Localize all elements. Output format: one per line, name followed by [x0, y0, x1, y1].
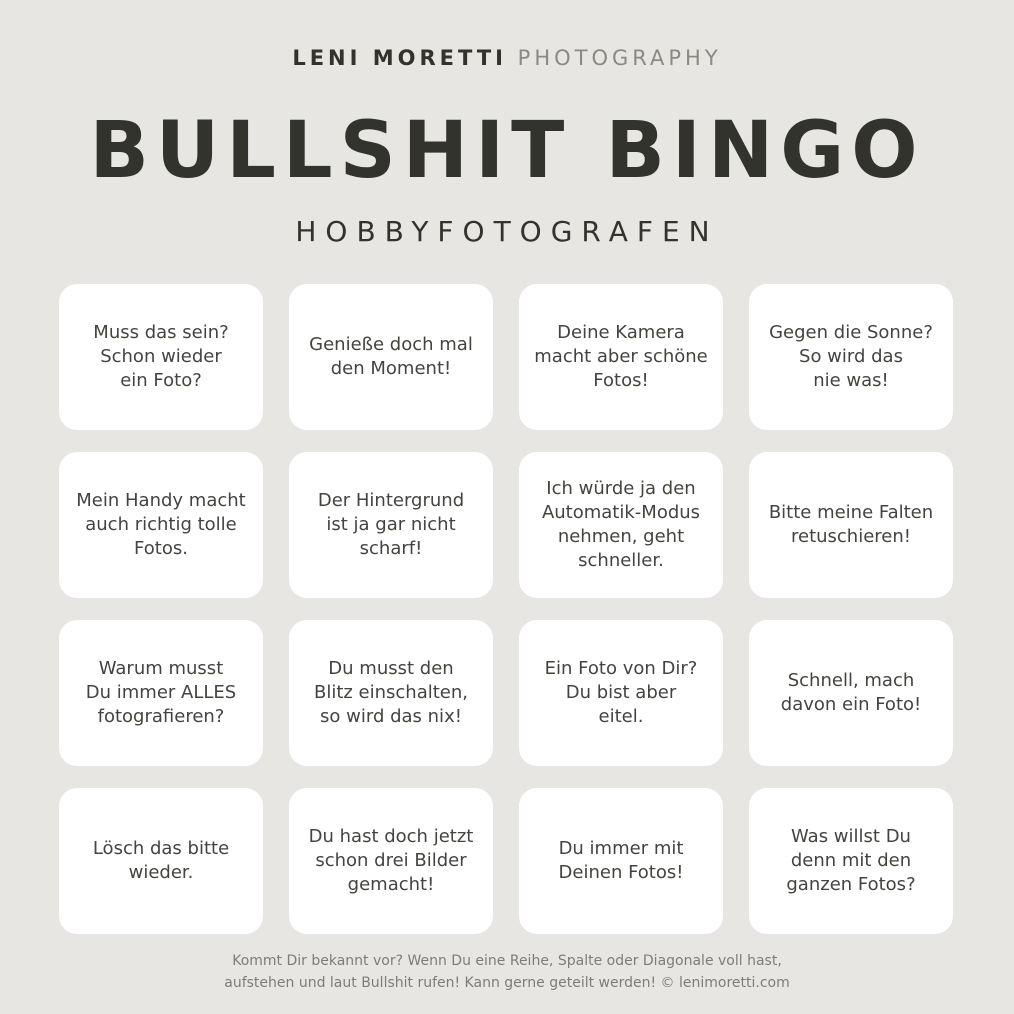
bingo-cell-text: Lösch das bitte wieder. [92, 838, 230, 883]
bingo-cell [519, 284, 723, 430]
bingo-cell-text: Warum musst Du immer ALLES fotografieren? [85, 658, 237, 727]
bingo-cell [519, 452, 723, 598]
bingo-cell-text: Was willst Du denn mit den ganzen Fotos? [786, 826, 916, 895]
bingo-cell [289, 452, 493, 598]
page-subtitle: HOBBYFOTOGRAFEN [295, 215, 719, 248]
bingo-cell-text: Du hast doch jetzt schon drei Bilder gemacht! [308, 826, 474, 895]
bingo-cell [59, 788, 263, 934]
bingo-grid [59, 284, 954, 934]
bingo-cell [289, 620, 493, 766]
bingo-cell [289, 788, 493, 934]
bingo-cell [519, 620, 723, 766]
bingo-cell-text: Du musst den Blitz einschalten, so wird das nix! [313, 658, 469, 727]
footer-note [0, 950, 1014, 994]
bingo-cell-text: Der Hintergrund ist ja gar nicht scharf! [317, 490, 465, 559]
bingo-cell-text: Bitte meine Falten retuschieren! [768, 502, 934, 547]
bingo-cell-text: Deine Kamera macht aber schöne Fotos! [534, 322, 708, 391]
brand-suffix: PHOTOGRAPHY [517, 46, 722, 70]
footer-line-1: Kommt Dir bekannt vor? Wenn Du eine Reihe, Spalte oder Diagonale voll hast, [232, 953, 782, 969]
bingo-cell [749, 452, 953, 598]
bingo-cell [59, 452, 263, 598]
bingo-cell-text: Du immer mit Deinen Fotos! [558, 838, 684, 883]
bingo-cell-text: Muss das sein? Schon wieder ein Foto? [93, 322, 229, 391]
bingo-cell [749, 620, 953, 766]
bingo-cell-text: Genieße doch mal den Moment! [309, 334, 473, 379]
brand-header [0, 44, 1014, 72]
bingo-cell-text: Ein Foto von Dir? Du bist aber eitel. [544, 658, 698, 727]
bingo-cell-text: Gegen die Sonne? So wird das nie was! [769, 322, 933, 391]
page-title: BULLSHIT BINGO [89, 106, 925, 196]
bingo-cell-text: Ich würde ja den Automatik-Modus nehmen, geht schneller. [541, 478, 701, 571]
footer-line-2: aufstehen und laut Bullshit rufen! Kann gerne geteilt werden! © lenimoretti.com [224, 975, 790, 991]
brand-name: LENI MORETTI [292, 46, 507, 70]
bingo-cell [289, 284, 493, 430]
bingo-cell-text: Schnell, mach davon ein Foto! [780, 670, 922, 715]
bingo-cell [749, 788, 953, 934]
bingo-cell [519, 788, 723, 934]
bingo-cell [749, 284, 953, 430]
bingo-cell [59, 284, 263, 430]
bingo-cell [59, 620, 263, 766]
bingo-cell-text: Mein Handy macht auch richtig tolle Fotos. [76, 490, 246, 559]
